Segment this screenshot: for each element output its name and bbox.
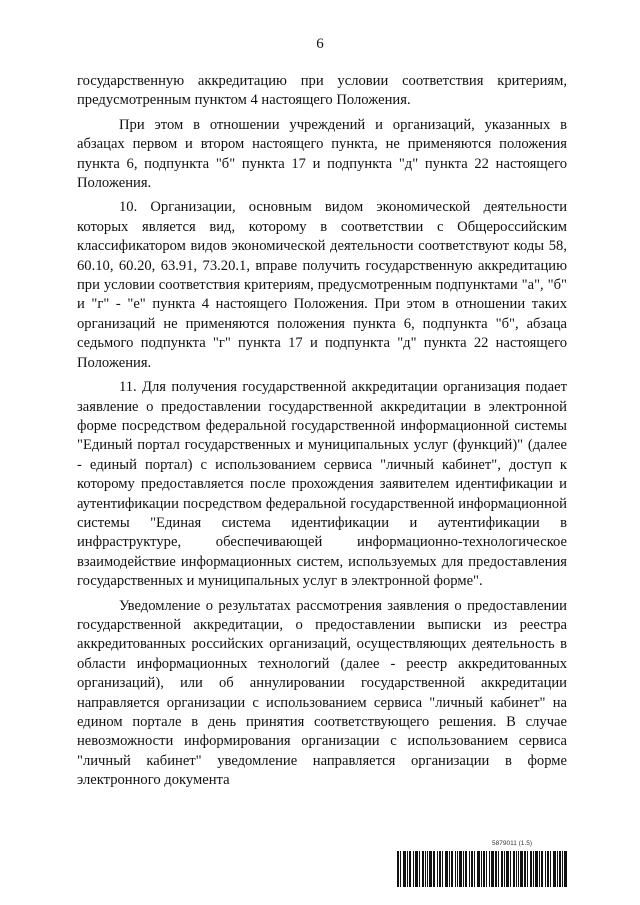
paragraph-exceptions: При этом в отношении учреждений и организаций, указанных в абзацах первом и втором настоящего пункта, не применяются положения пункта 6, подпункта "б" пункта 17 и подпункта "д" пункта 22 настоящего Положения. (77, 116, 567, 192)
paragraph-continuation: государственную аккредитацию при условии соответствия критериям, предусмотренным пунктом 4 настоящего Положения. (77, 73, 567, 109)
document-body (77, 72, 567, 791)
page-number: 6 (316, 36, 324, 52)
paragraph-item-10: 10. Организации, основным видом экономической деятельности которых является вид, которому в соответствии с Общероссийским классификатором видов экономической деятельности соответствуют коды 58, 60.10, 60.20, 63.91, 73.20.1, вправе получить государственную аккредитацию при условии соответствия критериям, предусмотренным подпунктами "а", "б" и "г" - "е" пункта 4 настоящего Положения. При этом в отношении таких организаций не применяются положения пункта 6, подпункта "б", абзаца седьмого подпункта "г" пункта 17 и подпункта "д" пункта 22 настоящего Положения. (77, 199, 567, 371)
paragraph-notification: Уведомление о результатах рассмотрения заявления о предоставлении государственной аккредитации, о предоставлении выписки из реестра аккредитованных российских организаций, осуществляющих деятельность в области информационных технологий (далее - реестр аккредитованных организаций), или об аннулировании государственной аккредитации направляется организации с использованием сервиса "личный кабинет" на едином портале в день принятия соответствующего решения. В случае невозможности информирования организации с использованием сервиса "личный кабинет" уведомление направляется организации в форме электронного документа (77, 597, 567, 789)
document-barcode (396, 840, 568, 890)
paragraph-item-11: 11. Для получения государственной аккредитации организация подает заявление о предоставлении государственной аккредитации в электронной форме посредством федеральной государственной информационной системы "Единый портал государственных и муниципальных услуг (функций)" (далее - единый портал) с использованием сервиса "личный кабинет", доступ к которому предоставляется после прохождения заявителем идентификации и аутентификации посредством федеральной государственной информационной системы "Единая система идентификации и аутентификации в инфраструктуре, обеспечивающей информационно-технологическое взаимодействие информационных систем, используемых для предоставления государственных и муниципальных услуг в электронной форме". (77, 379, 567, 590)
barcode-caption: 5879011 (1.5) (492, 840, 532, 847)
barcode-icon (396, 851, 568, 887)
